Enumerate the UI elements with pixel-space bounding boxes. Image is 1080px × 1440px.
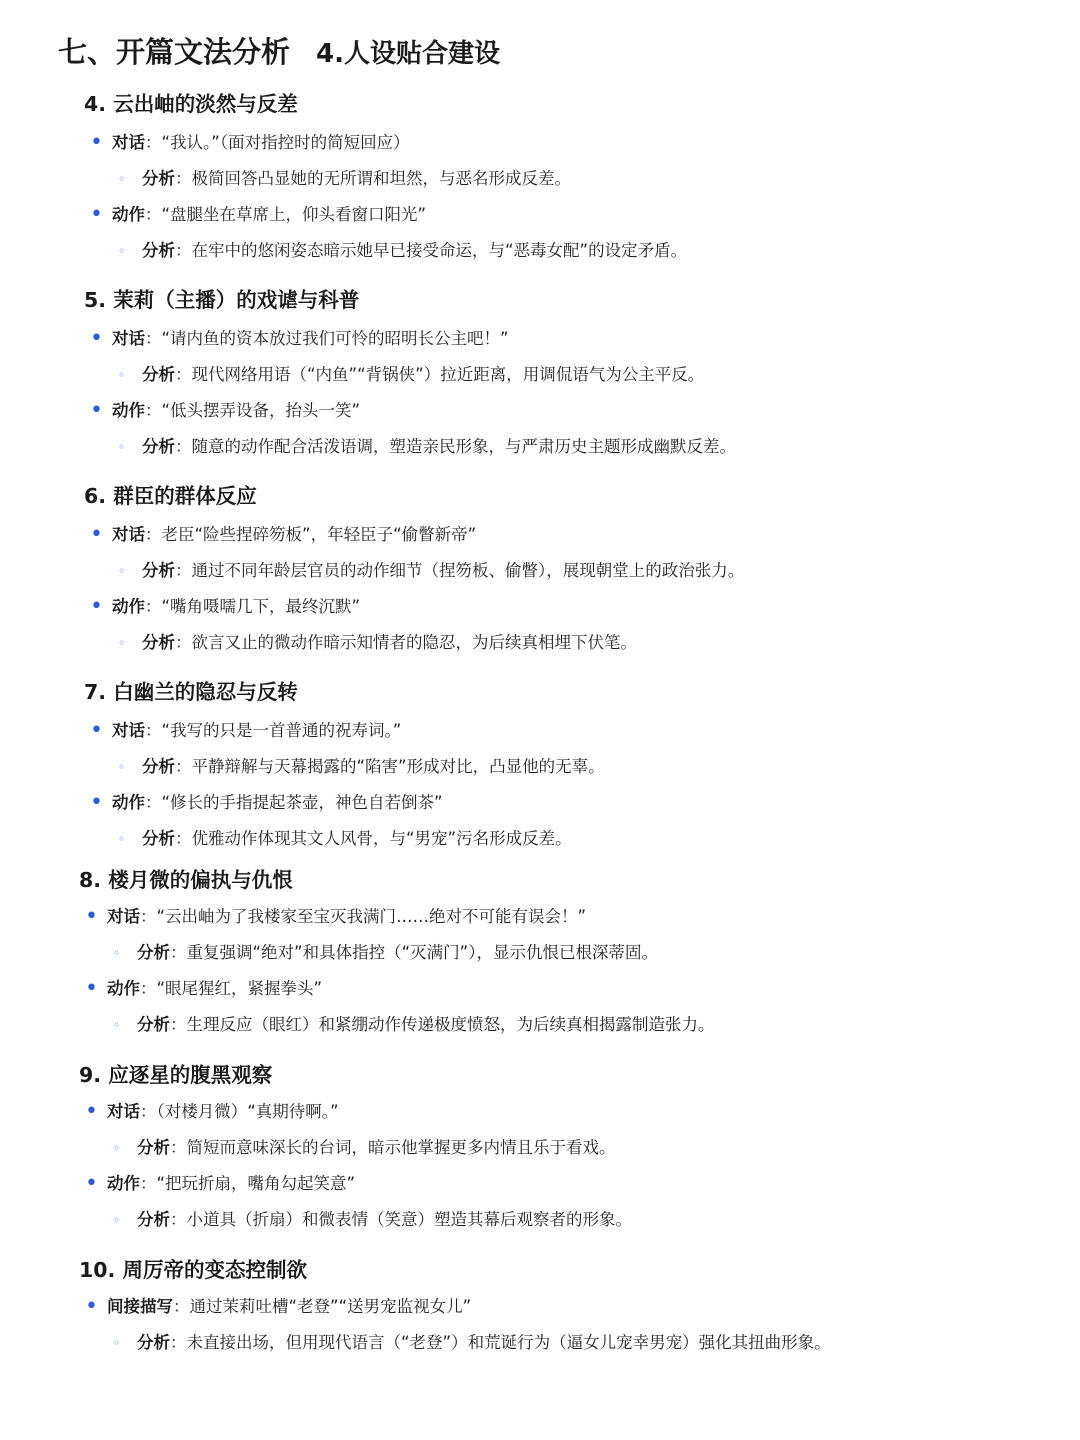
section-6 — [84, 483, 1080, 652]
bullet-circle-icon: ◦ — [118, 440, 126, 454]
list-item-analysis: ◦ 分析：重复强调“绝对”和具体指控（“灭满门”），显示仇恨已根深蒂固。 — [137, 941, 658, 965]
list-item-action: • 动作：“低头摆弄设备，抬头一笑” — [90, 398, 361, 423]
bullet-dot-icon: • — [90, 718, 103, 743]
item-label: 分析 — [137, 1015, 170, 1034]
item-text: “把玩折扇，嘴角勾起笑意” — [156, 1174, 356, 1193]
section-heading: 5. 茉莉（主播）的戏谑与科普 — [84, 288, 360, 312]
bullet-circle-icon: ◦ — [118, 760, 126, 774]
section-9 — [79, 1062, 1079, 1229]
bullet-dot-icon: • — [85, 1294, 98, 1319]
item-label: 对话 — [112, 133, 145, 152]
item-text: “云出岫为了我楼家至宝灭我满门……绝对不可能有误会！” — [156, 907, 587, 926]
item-label: 分析 — [142, 365, 175, 384]
item-text: 通过不同年龄层官员的动作细节（捏笏板、偷瞥），展现朝堂上的政治张力。 — [191, 561, 745, 580]
item-text: “低头摆弄设备，抬头一笑” — [161, 401, 361, 420]
section-heading: 9. 应逐星的腹黑观察 — [79, 1063, 273, 1087]
list-item-indirect-description: • 间接描写：通过茉莉吐槽“老登”“送男宠监视女儿” — [85, 1294, 472, 1319]
item-label: 对话 — [107, 907, 140, 926]
bullet-circle-icon: ◦ — [113, 946, 121, 960]
item-label: 分析 — [142, 829, 175, 848]
item-text: 在牢中的悠闲姿态暗示她早已接受命运，与“恶毒女配”的设定矛盾。 — [191, 241, 688, 260]
item-text: （对楼月微）“真期待啊。” — [156, 1102, 339, 1121]
bullet-dot-icon: • — [85, 976, 98, 1001]
bullet-circle-icon: ◦ — [113, 1336, 121, 1350]
bullet-circle-icon: ◦ — [113, 1018, 121, 1032]
bullet-circle-icon: ◦ — [118, 832, 126, 846]
item-label: 动作 — [112, 401, 145, 420]
page-title — [58, 30, 500, 71]
item-text: 小道具（折扇）和微表情（笑意）塑造其幕后观察者的形象。 — [186, 1210, 632, 1229]
section-heading: 4. 云出岫的淡然与反差 — [84, 92, 298, 116]
list-item-analysis: ◦ 分析：生理反应（眼红）和紧绷动作传递极度愤怒，为后续真相揭露制造张力。 — [137, 1013, 715, 1037]
bullet-dot-icon: • — [85, 904, 98, 929]
bullet-circle-icon: ◦ — [118, 564, 126, 578]
item-label: 间接描写 — [107, 1297, 173, 1316]
bullet-dot-icon: • — [90, 130, 103, 155]
list-item-dialogue: • 对话：“请内鱼的资本放过我们可怜的昭明长公主吧！” — [90, 326, 509, 351]
bullet-circle-icon: ◦ — [113, 1141, 121, 1155]
item-label: 对话 — [112, 525, 145, 544]
bullet-dot-icon: • — [90, 594, 103, 619]
list-item-analysis: ◦ 分析：极简回答凸显她的无所谓和坦然，与恶名形成反差。 — [142, 167, 571, 191]
item-text: 未直接出场，但用现代语言（“老登”）和荒诞行为（逼女儿宠幸男宠）强化其扭曲形象。 — [186, 1333, 831, 1352]
list-item-dialogue: • 对话：老臣“险些捏碎笏板”，年轻臣子“偷瞥新帝” — [90, 522, 477, 547]
section-7 — [84, 679, 1080, 848]
item-text: 随意的动作配合活泼语调，塑造亲民形象，与严肃历史主题形成幽默反差。 — [191, 437, 736, 456]
item-label: 分析 — [142, 757, 175, 776]
list-item-analysis: ◦ 分析：通过不同年龄层官员的动作细节（捏笏板、偷瞥），展现朝堂上的政治张力。 — [142, 559, 744, 583]
item-text: 老臣“险些捏碎笏板”，年轻臣子“偷瞥新帝” — [161, 525, 477, 544]
bullet-circle-icon: ◦ — [118, 244, 126, 258]
list-item-dialogue: • 对话：“我写的只是一首普通的祝寿词。” — [90, 718, 402, 743]
item-label: 动作 — [107, 979, 140, 998]
list-item-analysis: ◦ 分析：欲言又止的微动作暗示知情者的隐忍，为后续真相埋下伏笔。 — [142, 631, 637, 655]
item-text: 现代网络用语（“内鱼”“背锅侠”）拉近距离，用调侃语气为公主平反。 — [191, 365, 705, 384]
item-text: 欲言又止的微动作暗示知情者的隐忍，为后续真相埋下伏笔。 — [191, 633, 637, 652]
item-label: 分析 — [142, 633, 175, 652]
bullet-dot-icon: • — [90, 326, 103, 351]
section-8 — [79, 867, 1079, 1034]
list-item-action: • 动作：“盘腿坐在草席上，仰头看窗口阳光” — [90, 202, 427, 227]
list-item-action: • 动作：“眼尾猩红，紧握拳头” — [85, 976, 323, 1001]
list-item-dialogue: • 对话：（对楼月微）“真期待啊。” — [85, 1099, 339, 1124]
item-text: “我认。”（面对指控时的简短回应） — [161, 133, 410, 152]
bullet-circle-icon: ◦ — [118, 368, 126, 382]
section-heading: 6. 群臣的群体反应 — [84, 484, 257, 508]
item-text: “请内鱼的资本放过我们可怜的昭明长公主吧！” — [161, 329, 509, 348]
item-label: 分析 — [142, 437, 175, 456]
item-text: “修长的手指提起茶壶，神色自若倒茶” — [161, 793, 443, 812]
list-item-analysis: ◦ 分析：随意的动作配合活泼语调，塑造亲民形象，与严肃历史主题形成幽默反差。 — [142, 435, 736, 459]
section-heading: 8. 楼月微的偏执与仇恨 — [79, 868, 293, 892]
bullet-dot-icon: • — [85, 1171, 98, 1196]
bullet-dot-icon: • — [85, 1099, 98, 1124]
item-label: 分析 — [137, 1138, 170, 1157]
page-subtitle: 4.人设贴合建设 — [316, 39, 500, 69]
item-label: 动作 — [107, 1174, 140, 1193]
item-label: 分析 — [142, 561, 175, 580]
item-label: 动作 — [112, 793, 145, 812]
item-label: 分析 — [137, 943, 170, 962]
list-item-action: • 动作：“把玩折扇，嘴角勾起笑意” — [85, 1171, 356, 1196]
item-text: 平静辩解与天幕揭露的“陷害”形成对比，凸显他的无辜。 — [191, 757, 605, 776]
section-heading: 7. 白幽兰的隐忍与反转 — [84, 680, 298, 704]
item-text: 通过茉莉吐槽“老登”“送男宠监视女儿” — [189, 1297, 472, 1316]
bullet-dot-icon: • — [90, 398, 103, 423]
item-text: “盘腿坐在草席上，仰头看窗口阳光” — [161, 205, 427, 224]
item-text: 简短而意味深长的台词，暗示他掌握更多内情且乐于看戏。 — [186, 1138, 616, 1157]
bullet-circle-icon: ◦ — [118, 636, 126, 650]
item-label: 分析 — [137, 1210, 170, 1229]
item-text: 极简回答凸显她的无所谓和坦然，与恶名形成反差。 — [191, 169, 571, 188]
section-10 — [79, 1257, 1079, 1352]
section-4 — [84, 91, 1080, 260]
section-heading: 10. 周厉帝的变态控制欲 — [79, 1258, 307, 1282]
bullet-dot-icon: • — [90, 202, 103, 227]
list-item-analysis: ◦ 分析：未直接出场，但用现代语言（“老登”）和荒诞行为（逼女儿宠幸男宠）强化其扭曲形象。 — [137, 1331, 831, 1355]
item-text: 优雅动作体现其文人风骨，与“男宠”污名形成反差。 — [191, 829, 572, 848]
bullet-dot-icon: • — [90, 790, 103, 815]
item-text: “我写的只是一首普通的祝寿词。” — [161, 721, 402, 740]
bullet-circle-icon: ◦ — [118, 172, 126, 186]
list-item-analysis: ◦ 分析：优雅动作体现其文人风骨，与“男宠”污名形成反差。 — [142, 827, 572, 851]
list-item-dialogue: • 对话：“云出岫为了我楼家至宝灭我满门……绝对不可能有误会！” — [85, 904, 587, 929]
list-item-dialogue: • 对话：“我认。”（面对指控时的简短回应） — [90, 130, 410, 155]
item-label: 动作 — [112, 205, 145, 224]
item-label: 对话 — [112, 721, 145, 740]
item-text: “嘴角嗫嚅几下，最终沉默” — [161, 597, 361, 616]
item-text: “眼尾猩红，紧握拳头” — [156, 979, 323, 998]
item-label: 对话 — [112, 329, 145, 348]
item-text: 重复强调“绝对”和具体指控（“灭满门”），显示仇恨已根深蒂固。 — [186, 943, 658, 962]
item-label: 分析 — [142, 241, 175, 260]
item-label: 动作 — [112, 597, 145, 616]
item-text: 生理反应（眼红）和紧绷动作传递极度愤怒，为后续真相揭露制造张力。 — [186, 1015, 715, 1034]
bullet-dot-icon: • — [90, 522, 103, 547]
item-label: 分析 — [142, 169, 175, 188]
list-item-analysis: ◦ 分析：现代网络用语（“内鱼”“背锅侠”）拉近距离，用调侃语气为公主平反。 — [142, 363, 704, 387]
page-title-main: 七、开篇文法分析 — [58, 35, 291, 69]
list-item-analysis: ◦ 分析：简短而意味深长的台词，暗示他掌握更多内情且乐于看戏。 — [137, 1136, 616, 1160]
list-item-analysis: ◦ 分析：在牢中的悠闲姿态暗示她早已接受命运，与“恶毒女配”的设定矛盾。 — [142, 239, 687, 263]
list-item-analysis: ◦ 分析：平静辩解与天幕揭露的“陷害”形成对比，凸显他的无辜。 — [142, 755, 605, 779]
section-5 — [84, 287, 1080, 456]
bullet-circle-icon: ◦ — [113, 1213, 121, 1227]
list-item-action: • 动作：“嘴角嗫嚅几下，最终沉默” — [90, 594, 361, 619]
list-item-action: • 动作：“修长的手指提起茶壶，神色自若倒茶” — [90, 790, 443, 815]
list-item-analysis: ◦ 分析：小道具（折扇）和微表情（笑意）塑造其幕后观察者的形象。 — [137, 1208, 632, 1232]
item-label: 分析 — [137, 1333, 170, 1352]
item-label: 对话 — [107, 1102, 140, 1121]
